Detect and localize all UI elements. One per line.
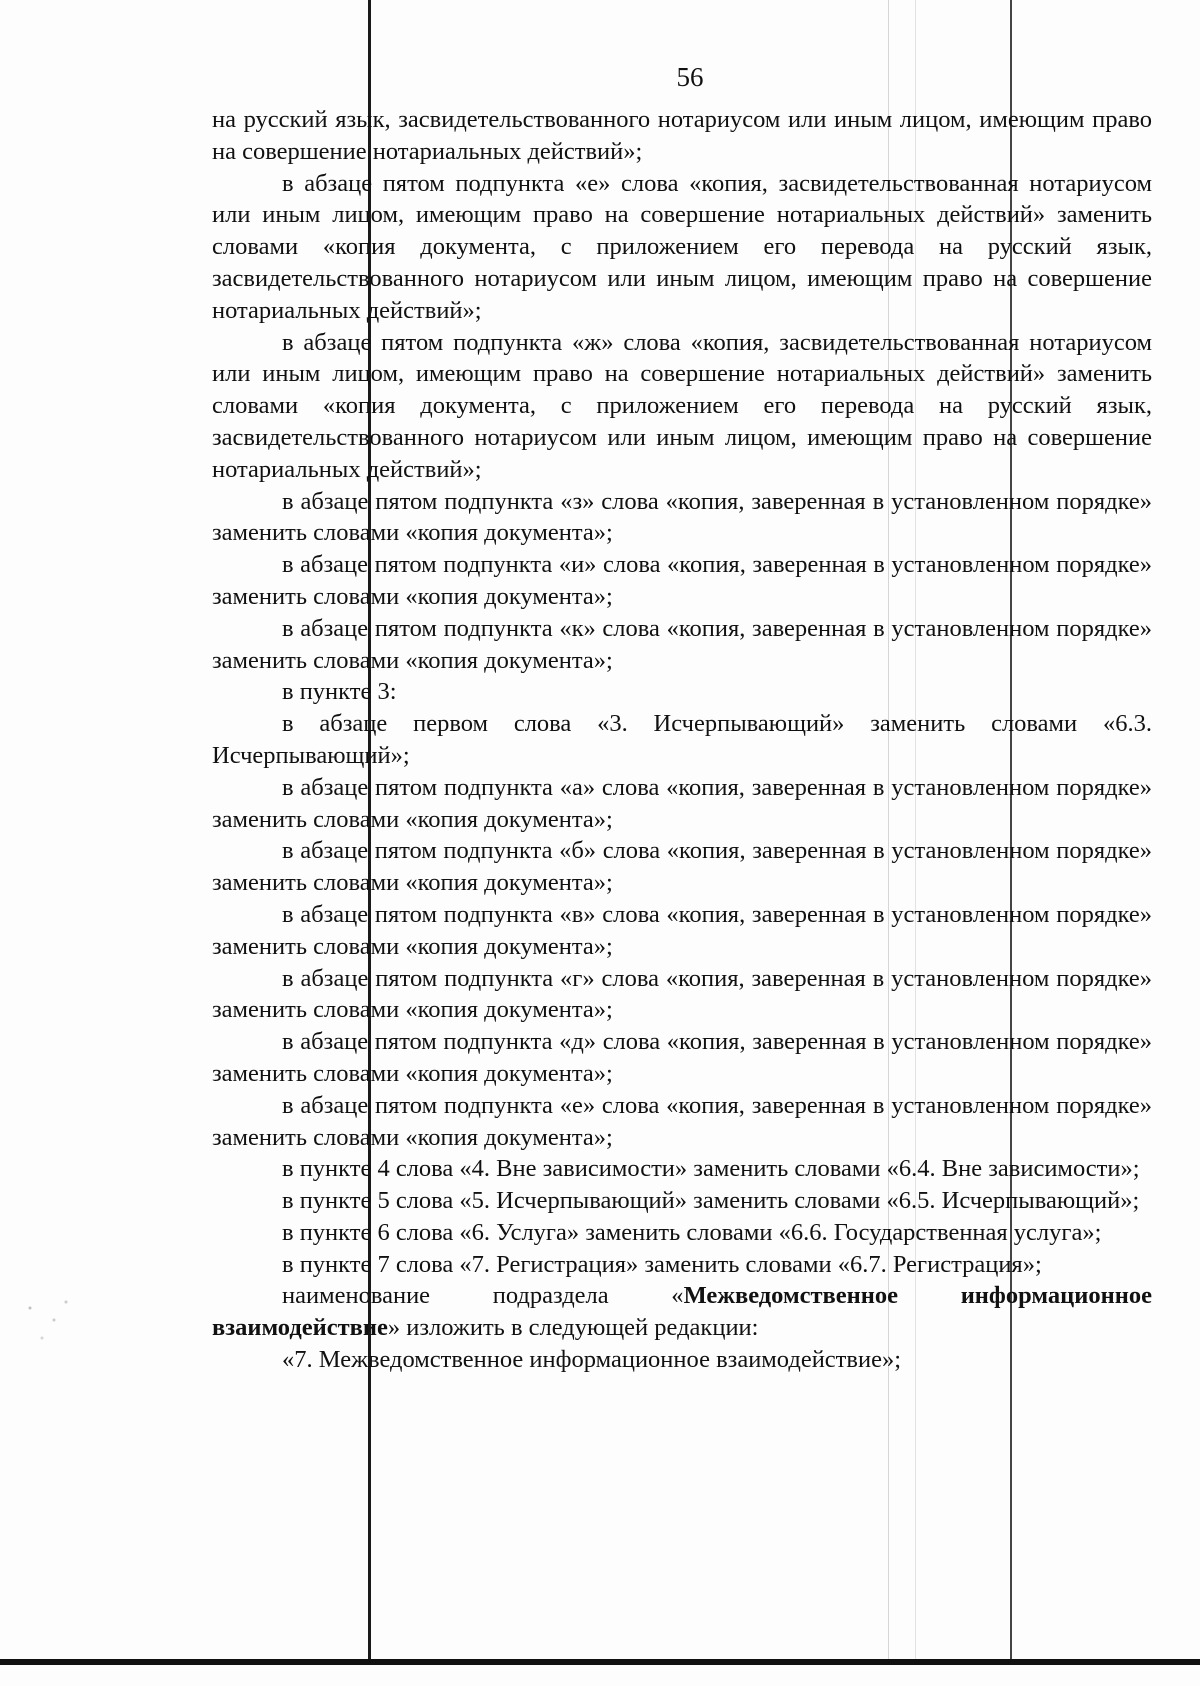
paragraph: в пункте 3:	[282, 678, 397, 706]
paragraph: в пункте 5 слова «5. Исчерпывающий» заменить словами «6.5. Исчерпывающий»;	[282, 1187, 1140, 1215]
paragraph: в абзаце пятом подпункта «б» слова «копия, заверенная в установленном порядке» заменить словами «копия документа»;	[212, 837, 1152, 897]
scan-speckle	[18, 1290, 78, 1350]
paragraph: в пункте 7 слова «7. Регистрация» заменить словами «6.7. Регистрация»;	[282, 1250, 1042, 1278]
paragraph: в абзаце пятом подпункта «г» слова «копия, заверенная в установленном порядке» заменить словами «копия документа»;	[212, 964, 1152, 1024]
page-number: 56	[676, 62, 704, 92]
heading-paragraph	[212, 1280, 1152, 1344]
paragraph: на русский язык, засвидетельствованного нотариусом или иным лицом, имеющим право на совершение нотариальных действий»;	[212, 106, 1152, 165]
paragraph: в абзаце первом слова «3. Исчерпывающий» заменить словами «6.3. Исчерпывающий»;	[212, 710, 1152, 769]
paragraph: в абзаце пятом подпункта «д» слова «копия, заверенная в установленном порядке» заменить словами «копия документа»;	[212, 1028, 1152, 1087]
subsection-title: Межведомственное информационное взаимодействие	[212, 1282, 1152, 1342]
paragraph: в абзаце пятом подпункта «в» слова «копия, заверенная в установленном порядке» заменить словами «копия документа»;	[212, 900, 1152, 960]
heading-paragraph-after: » изложить в следующей редакции:	[387, 1314, 759, 1342]
final-paragraph: «7. Межведомственное информационное взаимодействие»;	[282, 1346, 901, 1374]
paragraph: в абзаце пятом подпункта «и» слова «копия, заверенная в установленном порядке» заменить словами «копия документа»;	[212, 551, 1152, 610]
paragraph: в абзаце пятом подпункта «е» слова «копия, заверенная в установленном порядке» заменить словами «копия документа»;	[212, 1091, 1152, 1151]
scan-bottom-border	[0, 1659, 1200, 1665]
paragraph: в абзаце пятом подпункта «к» слова «копия, заверенная в установленном порядке» заменить словами «копия документа»;	[212, 614, 1152, 674]
paragraph: в абзаце пятом подпункта «з» слова «копия, заверенная в установленном порядке» заменить словами «копия документа»;	[212, 487, 1152, 547]
paragraph: в пункте 4 слова «4. Вне зависимости» заменить словами «6.4. Вне зависимости»;	[282, 1155, 1140, 1183]
paragraph: в абзаце пятом подпункта «ж» слова «копия, засвидетельствованная нотариусом или иным лицом, имеющим право на совершение нотариальных действий» заменить словами «копия документа, с приложением его перевода на русский язык, засвидетельствованного нотариусом или иным лицом, имеющим право на совершение нотариальных действий»;	[212, 328, 1152, 483]
paragraph: в пункте 6 слова «6. Услуга» заменить словами «6.6. Государственная услуга»;	[282, 1218, 1102, 1246]
heading-paragraph-before: наименование подраздела «	[282, 1282, 684, 1310]
document-body	[212, 104, 1152, 1376]
paragraph: в абзаце пятом подпункта «а» слова «копия, заверенная в установленном порядке» заменить словами «копия документа»;	[212, 773, 1152, 833]
paragraph: в абзаце пятом подпункта «е» слова «копия, засвидетельствованная нотариусом или иным лицом, имеющим право на совершение нотариальных действий» заменить словами «копия документа, с приложением его перевода на русский язык, засвидетельствованного нотариусом или иным лицом, имеющим право на совершение нотариальных действий»;	[212, 169, 1152, 324]
